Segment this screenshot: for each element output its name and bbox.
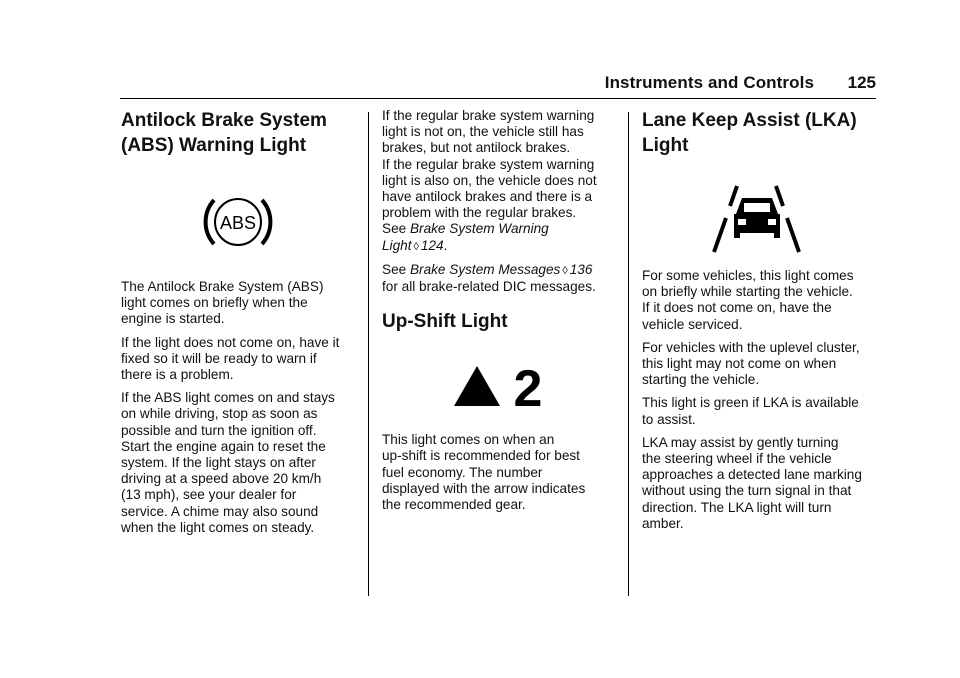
lka-heading-line-1: Lane Keep Assist (LKA) (642, 110, 857, 131)
header-rule (120, 98, 876, 99)
upshift-paragraph: This light comes on when an up-shift is recommended for best fuel economy. The number displayed with the arrow indicates the recommended gear. (382, 432, 586, 513)
page-number: 125 (847, 73, 876, 92)
abs-paragraph-4: If the regular brake system warning light is not on, the vehicle still has brakes, but not antilock brakes. If the regular brake system warning light is also on, the vehicle does not have antilock brakes and there is a problem with the regular brakes. See Brake System Warning Light ◊ 124. (382, 108, 597, 253)
abs-heading-line-1: Antilock Brake System (121, 110, 327, 131)
upshift-gear-number: 2 (513, 362, 543, 419)
upshift-light-icon (382, 362, 622, 432)
lka-paragraph-1: For some vehicles, this light comes on briefly while starting the vehicle. If it does not come on, have the vehicle serviced. (642, 268, 854, 332)
abs-paragraph-3: If the ABS light comes on and stays on while driving, stop as soon as possible and turn the ignition off. Start the engine again to reset the system. If the light stays on after driving at a speed above 20 km/h (13 mph), see your dealer for service. A chime may also sound when the light comes on steady. (121, 390, 335, 535)
xref-arrow-icon: ◊ (562, 264, 568, 277)
abs-warning-icon (121, 186, 361, 258)
up-arrow-icon (454, 366, 500, 406)
lane-keep-assist-icon (642, 184, 882, 254)
lka-paragraph-4: LKA may assist by gently turning the steering wheel if the vehicle approaches a detected lane marking without using the turn signal in that direction. The LKA light will turn amber. (642, 434, 862, 531)
column-divider-2 (628, 112, 629, 596)
xref-page-136[interactable]: 136 (569, 261, 593, 277)
abs-paragraph-1: The Antilock Brake System (ABS) light comes on briefly when the engine is started. (121, 279, 324, 327)
upshift-heading: Up-Shift Light (382, 311, 508, 333)
lka-paragraph-3: This light is green if LKA is available to assist. (642, 395, 859, 427)
abs-heading (121, 108, 361, 158)
xref-arrow-icon: ◊ (413, 240, 419, 253)
xref-brake-warning-light[interactable]: Brake System Warning (409, 221, 549, 237)
abs-icon-text: ABS (219, 213, 257, 233)
column-divider-1 (368, 112, 369, 596)
abs-paragraph-2: If the light does not come on, have it fixed so it will be ready to warn if there is a problem. (121, 334, 340, 383)
see-brake-messages: See Brake System Messages ◊ 136 for all brake-related DIC messages. (382, 261, 596, 295)
lka-heading-line-2: Light (642, 135, 689, 156)
lka-heading (642, 108, 882, 158)
xref-brake-system-messages[interactable]: Brake System Messages (409, 261, 561, 277)
xref-page-124[interactable]: 124 (420, 237, 444, 253)
column-3 (642, 108, 882, 539)
column-2 (382, 108, 622, 520)
abs-heading-line-2: (ABS) Warning Light (121, 135, 307, 156)
lka-paragraph-2: For vehicles with the uplevel cluster, this light may not come on when starting the vehicle. (642, 339, 860, 388)
running-header-title: Instruments and Controls (604, 73, 814, 92)
column-1 (121, 108, 361, 543)
xref-brake-warning-light-cont[interactable]: Light (382, 237, 412, 253)
